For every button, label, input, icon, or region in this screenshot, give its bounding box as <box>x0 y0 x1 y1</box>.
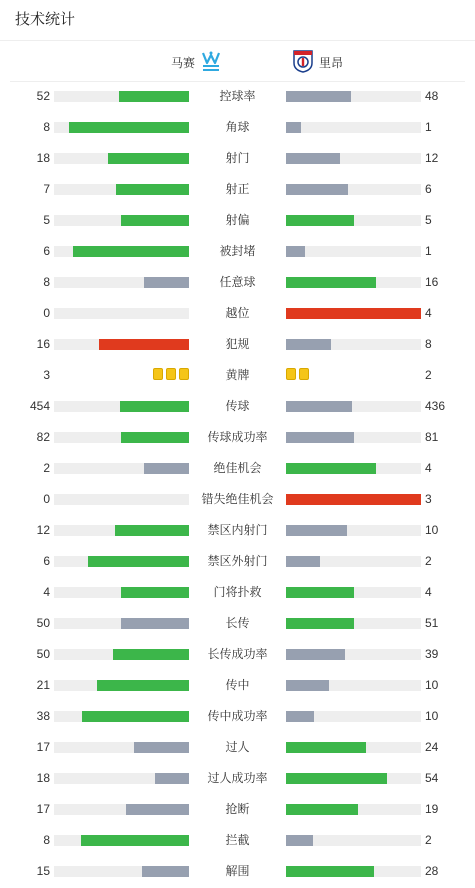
home-bar-fill <box>144 277 189 288</box>
away-bar-track <box>286 804 421 815</box>
home-bar-track <box>54 153 189 164</box>
stat-label: 禁区外射门 <box>207 554 268 568</box>
marseille-logo-icon <box>200 49 222 76</box>
away-bar-fill <box>286 246 305 257</box>
home-value: 21 <box>36 678 50 692</box>
home-bar-fill <box>88 556 189 567</box>
stat-row <box>0 329 475 360</box>
stat-label: 长传成功率 <box>207 647 268 661</box>
home-bar-track <box>54 215 189 226</box>
stat-label: 传中 <box>225 678 250 692</box>
stat-row <box>0 825 475 856</box>
stat-label: 门将扑救 <box>213 585 262 599</box>
home-bar-track <box>54 432 189 443</box>
stat-label: 越位 <box>225 306 250 320</box>
yellow-card-icon <box>286 368 296 380</box>
stat-row <box>0 205 475 236</box>
home-value: 15 <box>36 864 50 878</box>
stat-label: 传球 <box>225 399 250 413</box>
home-value: 0 <box>43 492 50 506</box>
home-bar-fill <box>119 91 189 102</box>
away-bar-track <box>286 153 421 164</box>
home-bar-fill <box>134 742 189 753</box>
home-value: 17 <box>36 802 50 816</box>
stat-row <box>0 143 475 174</box>
team-header <box>10 41 465 82</box>
stat-label: 控球率 <box>219 89 256 103</box>
stat-label: 长传 <box>225 616 250 630</box>
away-value: 4 <box>425 585 432 599</box>
away-bar-track <box>286 773 421 784</box>
stat-row <box>0 81 475 112</box>
away-value: 24 <box>425 740 439 754</box>
away-bar-fill <box>286 494 421 505</box>
home-value: 17 <box>36 740 50 754</box>
away-bar-track <box>286 277 421 288</box>
home-bar-fill <box>113 649 189 660</box>
home-bar-fill <box>121 432 189 443</box>
away-bar-track <box>286 835 421 846</box>
away-value: 81 <box>425 430 439 444</box>
home-bar-track <box>54 401 189 412</box>
away-value: 1 <box>425 244 432 258</box>
home-value: 7 <box>43 182 50 196</box>
away-bar-fill <box>286 680 329 691</box>
stat-label: 传中成功率 <box>207 709 268 723</box>
home-bar-track <box>54 246 189 257</box>
lyon-logo-icon <box>292 49 314 76</box>
home-bar-track <box>54 308 189 319</box>
away-value: 28 <box>425 864 439 878</box>
home-value: 16 <box>36 337 50 351</box>
stat-row <box>0 422 475 453</box>
away-yellow-cards <box>286 368 309 380</box>
away-team-name: 里昂 <box>319 56 344 70</box>
stat-row <box>0 701 475 732</box>
home-bar-fill <box>99 339 189 350</box>
page-title: 技术统计 <box>0 0 475 41</box>
home-value: 6 <box>43 554 50 568</box>
home-bar-track <box>54 742 189 753</box>
away-bar-track <box>286 463 421 474</box>
away-bar-fill <box>286 618 354 629</box>
home-value: 5 <box>43 213 50 227</box>
stat-row <box>0 515 475 546</box>
stat-label: 禁区内射门 <box>207 523 268 537</box>
home-value: 8 <box>43 833 50 847</box>
away-bar-track <box>286 308 421 319</box>
home-value: 8 <box>43 120 50 134</box>
away-bar-fill <box>286 556 320 567</box>
away-bar-fill <box>286 122 301 133</box>
away-value: 4 <box>425 461 432 475</box>
away-value: 12 <box>425 151 439 165</box>
yellow-card-icon <box>179 368 189 380</box>
home-value: 50 <box>36 616 50 630</box>
home-bar-fill <box>144 463 189 474</box>
stat-label: 射门 <box>225 151 250 165</box>
home-value: 4 <box>43 585 50 599</box>
stat-row <box>0 236 475 267</box>
away-bar-track <box>286 649 421 660</box>
away-value: 3 <box>425 492 432 506</box>
away-value: 54 <box>425 771 439 785</box>
home-bar-track <box>54 773 189 784</box>
stat-row <box>0 639 475 670</box>
home-team[interactable] <box>171 49 222 76</box>
home-value: 454 <box>29 399 50 413</box>
away-value: 5 <box>425 213 432 227</box>
stat-row <box>0 577 475 608</box>
home-bar-fill <box>142 866 189 877</box>
away-bar-fill <box>286 866 374 877</box>
away-bar-fill <box>286 711 314 722</box>
stat-label: 犯规 <box>225 337 250 351</box>
home-bar-track <box>54 122 189 133</box>
home-bar-track <box>54 525 189 536</box>
stat-label: 射正 <box>225 182 250 196</box>
home-team-name: 马赛 <box>170 56 195 70</box>
away-bar-track <box>286 618 421 629</box>
away-value: 39 <box>425 647 439 661</box>
home-yellow-cards <box>153 368 189 380</box>
away-bar-track <box>286 525 421 536</box>
stat-row <box>0 298 475 329</box>
away-bar-track <box>286 91 421 102</box>
away-value: 6 <box>425 182 432 196</box>
stat-label: 抢断 <box>225 802 250 816</box>
away-bar-fill <box>286 587 354 598</box>
away-bar-track <box>286 866 421 877</box>
away-value: 10 <box>425 709 439 723</box>
away-bar-track <box>286 556 421 567</box>
away-bar-track <box>286 587 421 598</box>
stat-row <box>0 608 475 639</box>
away-bar-fill <box>286 742 366 753</box>
away-value: 51 <box>425 616 439 630</box>
stat-row <box>0 267 475 298</box>
yellow-card-icon <box>153 368 163 380</box>
stat-label: 过人成功率 <box>207 771 268 785</box>
stat-row <box>0 670 475 701</box>
away-bar-fill <box>286 401 352 412</box>
home-bar-fill <box>121 618 189 629</box>
home-bar-fill <box>115 525 189 536</box>
home-bar-track <box>54 556 189 567</box>
home-value: 6 <box>43 244 50 258</box>
home-bar-track <box>54 184 189 195</box>
home-bar-track <box>54 339 189 350</box>
home-value: 8 <box>43 275 50 289</box>
stat-label: 被封堵 <box>219 244 256 258</box>
home-bar-fill <box>121 215 189 226</box>
away-bar-track <box>286 711 421 722</box>
away-value: 2 <box>425 833 432 847</box>
home-value: 38 <box>36 709 50 723</box>
home-bar-track <box>54 91 189 102</box>
stat-row <box>0 391 475 422</box>
home-bar-track <box>54 587 189 598</box>
home-bar-track <box>54 618 189 629</box>
stat-row <box>0 453 475 484</box>
away-value: 10 <box>425 523 439 537</box>
stat-row <box>0 360 475 391</box>
away-value: 10 <box>425 678 439 692</box>
stat-label: 过人 <box>225 740 250 754</box>
home-bar-track <box>54 680 189 691</box>
stats-list <box>0 81 475 887</box>
stat-label: 射偏 <box>225 213 250 227</box>
away-team[interactable] <box>292 49 343 76</box>
home-value: 0 <box>43 306 50 320</box>
home-bar-track <box>54 494 189 505</box>
home-bar-fill <box>108 153 189 164</box>
away-value: 19 <box>425 802 439 816</box>
away-value: 8 <box>425 337 432 351</box>
home-bar-fill <box>81 835 189 846</box>
away-bar-fill <box>286 804 358 815</box>
away-value: 2 <box>425 554 432 568</box>
stat-row <box>0 763 475 794</box>
home-value: 2 <box>43 461 50 475</box>
home-bar-track <box>54 277 189 288</box>
stat-label: 任意球 <box>219 275 256 289</box>
away-bar-fill <box>286 308 421 319</box>
away-bar-fill <box>286 463 376 474</box>
home-bar-fill <box>126 804 189 815</box>
away-value: 2 <box>425 368 432 382</box>
away-bar-track <box>286 401 421 412</box>
home-value: 18 <box>36 151 50 165</box>
away-bar-track <box>286 246 421 257</box>
away-bar-fill <box>286 184 348 195</box>
stat-row <box>0 112 475 143</box>
home-value: 12 <box>36 523 50 537</box>
stat-row <box>0 546 475 577</box>
home-bar-fill <box>73 246 189 257</box>
home-value: 18 <box>36 771 50 785</box>
away-bar-fill <box>286 525 347 536</box>
home-bar-fill <box>120 401 189 412</box>
stat-row <box>0 484 475 515</box>
away-value: 16 <box>425 275 439 289</box>
away-bar-fill <box>286 773 387 784</box>
away-value: 48 <box>425 89 439 103</box>
away-bar-fill <box>286 153 340 164</box>
away-bar-fill <box>286 432 354 443</box>
stat-row <box>0 732 475 763</box>
stat-label: 黄牌 <box>225 368 250 382</box>
stat-label: 角球 <box>225 120 250 134</box>
away-bar-fill <box>286 835 313 846</box>
away-value: 4 <box>425 306 432 320</box>
away-bar-fill <box>286 339 331 350</box>
away-bar-track <box>286 742 421 753</box>
yellow-card-icon <box>299 368 309 380</box>
away-bar-track <box>286 494 421 505</box>
yellow-card-icon <box>166 368 176 380</box>
away-bar-track <box>286 184 421 195</box>
home-bar-track <box>54 463 189 474</box>
home-value: 50 <box>36 647 50 661</box>
home-value: 3 <box>43 368 50 382</box>
away-bar-fill <box>286 91 351 102</box>
away-bar-track <box>286 215 421 226</box>
away-bar-track <box>286 680 421 691</box>
stat-row <box>0 856 475 887</box>
home-bar-fill <box>69 122 189 133</box>
stat-label: 拦截 <box>225 833 250 847</box>
home-bar-track <box>54 711 189 722</box>
home-bar-track <box>54 835 189 846</box>
away-bar-track <box>286 432 421 443</box>
stat-label: 解围 <box>225 864 250 878</box>
stat-row <box>0 174 475 205</box>
home-bar-fill <box>82 711 189 722</box>
home-bar-fill <box>155 773 189 784</box>
away-value: 1 <box>425 120 432 134</box>
home-value: 82 <box>36 430 50 444</box>
home-bar-track <box>54 866 189 877</box>
away-bar-fill <box>286 649 345 660</box>
home-bar-fill <box>97 680 189 691</box>
stat-label: 传球成功率 <box>207 430 268 444</box>
away-bar-fill <box>286 215 354 226</box>
stat-row <box>0 794 475 825</box>
home-bar-track <box>54 804 189 815</box>
away-value: 436 <box>425 399 446 413</box>
stat-label: 错失绝佳机会 <box>201 492 274 506</box>
home-bar-fill <box>116 184 189 195</box>
away-bar-track <box>286 339 421 350</box>
away-bar-fill <box>286 277 376 288</box>
away-bar-track <box>286 122 421 133</box>
home-bar-fill <box>121 587 189 598</box>
stat-label: 绝佳机会 <box>213 461 262 475</box>
home-value: 52 <box>36 89 50 103</box>
home-bar-track <box>54 649 189 660</box>
